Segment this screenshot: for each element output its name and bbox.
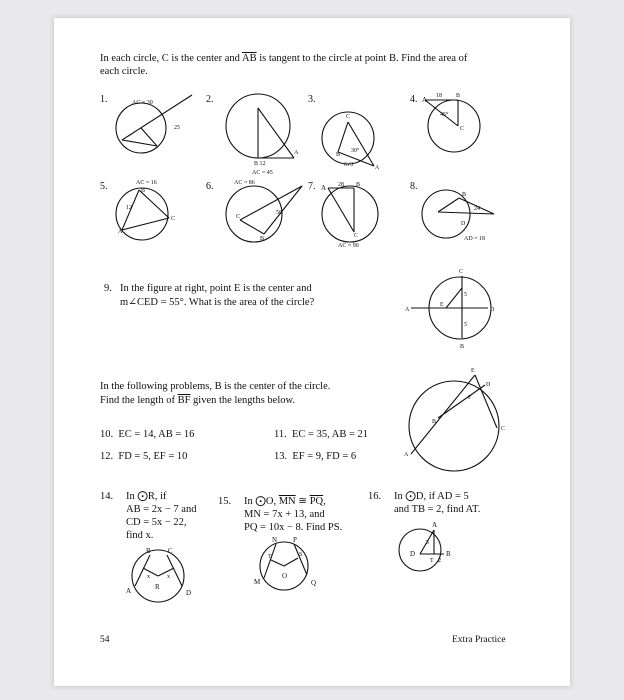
- fig9-s1-label: 5: [464, 292, 467, 298]
- problem-15-number: 15.: [218, 496, 232, 507]
- problem-13-text: EF = 9, FD = 6: [292, 451, 357, 462]
- problem-14-line-2: AB = 2x − 7 and: [126, 504, 197, 515]
- figbf-e-label: E: [471, 368, 475, 374]
- fig7-b-label: B: [356, 182, 361, 188]
- fig14-r-label: R: [155, 583, 160, 591]
- bf-intro-line-1: In the following problems, B is the center of the circle.: [100, 381, 331, 392]
- intro-line-2: each circle.: [100, 66, 148, 77]
- problem-14-line-3: CD = 5x − 22,: [126, 517, 187, 528]
- problem-7-number: 7.: [308, 181, 316, 192]
- fig15-t-label: T: [268, 554, 272, 560]
- problem-1-number: 1.: [100, 94, 108, 105]
- problem-10: [100, 428, 194, 441]
- fig9-s2-label: 5: [464, 322, 467, 328]
- fig16-five-label: 5: [426, 540, 429, 546]
- fig14-a-label: A: [126, 587, 132, 595]
- intro-segment-ab: $\overline{AB}$: [241, 53, 257, 64]
- figbf-b-label: B: [432, 419, 437, 425]
- footer-label: Extra Practice: [452, 635, 506, 645]
- fig16-b-label: B: [446, 550, 451, 558]
- bf-intro-text-b: given the lengths below.: [193, 395, 296, 406]
- problem-16-line-2: and TB = 2, find AT.: [394, 504, 481, 515]
- page-number: 54: [100, 635, 110, 645]
- fig7-a-label: A: [321, 184, 327, 192]
- fig9-a-label: A: [405, 307, 410, 313]
- problem-6-number: 6.: [206, 181, 214, 192]
- fig1-ac-label: AC = 30: [132, 100, 153, 106]
- fig6-c-label: C: [236, 214, 241, 220]
- fig3-side-label: 6√3: [344, 162, 354, 168]
- figbf-f-label: F: [468, 395, 472, 401]
- problem-15-circle-text: In ⨀O,: [244, 496, 277, 507]
- problem-12: [100, 450, 187, 463]
- fig5-b-label: B: [141, 188, 146, 194]
- figure-4: [422, 93, 480, 152]
- figure-5: [116, 180, 175, 240]
- figbf-d-label: D: [486, 382, 491, 388]
- fig3-b-label: B: [336, 152, 341, 158]
- figure-2: [226, 94, 299, 176]
- fig8-ad-label: AD = 18: [464, 236, 486, 242]
- problem-2-number: 2.: [206, 94, 214, 105]
- figure-bf: [404, 368, 505, 471]
- problem-11-number: 11.: [274, 429, 287, 440]
- fig4-18-label: 18: [436, 93, 442, 99]
- problem-15-comma: ,: [323, 496, 326, 507]
- problem-15-segment-mn: $\overline{MN}$: [278, 496, 296, 507]
- problem-15-segment-pq: $\overline{PQ}$: [309, 496, 324, 507]
- fig9-c-label: C: [459, 269, 464, 275]
- figure-9: [405, 269, 495, 350]
- problem-11-text: EC = 35, AB = 21: [292, 429, 369, 440]
- fig1-25-label: 25: [174, 125, 180, 131]
- fig16-a-label: A: [432, 521, 438, 529]
- problem-8-number: 8.: [410, 181, 418, 192]
- fig15-q-label: Q: [311, 579, 317, 587]
- fig2-b12-label: B 12: [254, 161, 266, 167]
- fig9-d-label: D: [490, 307, 495, 313]
- fig4-45-label: 45°: [440, 112, 449, 118]
- fig15-n-label: N: [272, 536, 278, 544]
- bf-segment: $\overline{BF}$: [177, 395, 191, 406]
- fig4-a-label: A: [422, 96, 428, 104]
- fig3-a-label: A: [375, 165, 380, 171]
- fig14-c-label: C: [168, 547, 173, 555]
- problem-13: [274, 450, 356, 463]
- figure-6: [226, 180, 302, 242]
- fig2-ac-label: AC = 45: [252, 170, 273, 176]
- intro-text-b: is tangent to the circle at point B. Find the area of: [259, 53, 468, 64]
- problem-4-number: 4.: [410, 94, 418, 105]
- fig16-d-label: D: [410, 550, 416, 558]
- fig7-ac-label: AC = 90: [338, 243, 359, 249]
- figure-8: [422, 190, 494, 242]
- fig16-t-label: T: [430, 558, 434, 564]
- fig3-c-label: C: [346, 114, 351, 120]
- fig15-m-label: M: [254, 578, 261, 586]
- figure-1: [116, 95, 192, 153]
- bf-intro-line-2: [100, 394, 295, 407]
- problem-15-line-1: [244, 495, 326, 508]
- fig6-56-label: 56: [276, 210, 282, 216]
- fig15-p-label: P: [293, 536, 297, 544]
- figbf-a-label: A: [404, 452, 409, 458]
- fig15-s-label: S: [299, 552, 303, 558]
- fig14-x1-label: x: [147, 574, 150, 580]
- fig7-c-label: C: [354, 233, 359, 239]
- problem-5-number: 5.: [100, 181, 108, 192]
- problem-16-line-1: In ⨀D, if AD = 5: [394, 491, 469, 502]
- problem-16-number: 16.: [368, 491, 382, 502]
- bf-intro-text-a: Find the length of: [100, 395, 175, 406]
- problem-9-line-1: In the figure at right, point E is the center and: [120, 283, 312, 294]
- fig9-b-label: B: [460, 344, 465, 350]
- fig3-angle-label: 30°: [351, 148, 360, 154]
- problem-3-number: 3.: [308, 94, 316, 105]
- figures-layer: [54, 18, 570, 686]
- problem-10-number: 10.: [100, 429, 114, 440]
- fig7-28-label: 28: [338, 182, 344, 188]
- fig5-a-label: A: [118, 229, 123, 235]
- fig14-x2-label: x: [167, 574, 170, 580]
- problem-15-line-2: MN = 7x + 13, and: [244, 509, 325, 520]
- figure-3: [322, 112, 380, 171]
- problem-9-number: 9.: [104, 283, 112, 294]
- problem-14-line-1: In ⨀R, if: [126, 491, 167, 502]
- figure-7: [321, 182, 378, 249]
- fig4-c-label: C: [460, 126, 465, 132]
- fig5-ac-label: AC = 16: [136, 180, 157, 186]
- fig6-ac-label: AC = 86: [234, 180, 255, 186]
- fig8-24-label: 24: [474, 206, 480, 212]
- fig6-b-label: B: [260, 236, 265, 242]
- problem-12-text: FD = 5, EF = 10: [118, 451, 188, 462]
- problem-14-line-4: find x.: [126, 530, 154, 541]
- problem-13-number: 13.: [274, 451, 288, 462]
- problem-14-number: 14.: [100, 491, 114, 502]
- fig16-two-label: 2: [438, 558, 441, 564]
- figure-14: [126, 547, 191, 602]
- problem-15-congruent: ≅: [298, 496, 308, 507]
- fig9-e-label: E: [440, 302, 444, 308]
- fig5-c-label: C: [171, 216, 176, 222]
- worksheet-page: [54, 18, 570, 686]
- fig2-a-label: A: [294, 150, 299, 156]
- problem-11: [274, 428, 368, 441]
- figbf-c-label: C: [501, 426, 506, 432]
- fig8-b-label: B: [462, 192, 467, 198]
- fig14-d-label: D: [186, 589, 192, 597]
- problem-15-line-3: PQ = 10x − 8. Find PS.: [244, 522, 343, 533]
- figure-15: [254, 536, 316, 590]
- fig15-o-label: O: [282, 572, 288, 580]
- figure-16: [399, 521, 451, 571]
- problem-10-text: EC = 14, AB = 16: [118, 429, 195, 440]
- fig5-12-label: 12: [126, 205, 132, 211]
- problem-9-line-2: m∠CED = 55°. What is the area of the circle?: [120, 297, 315, 308]
- fig14-b-label: B: [146, 547, 151, 555]
- fig8-d-label: D: [461, 221, 466, 227]
- fig4-b-label: B: [456, 93, 461, 99]
- intro-text-a: In each circle, C is the center and: [100, 53, 240, 64]
- problem-12-number: 12.: [100, 451, 114, 462]
